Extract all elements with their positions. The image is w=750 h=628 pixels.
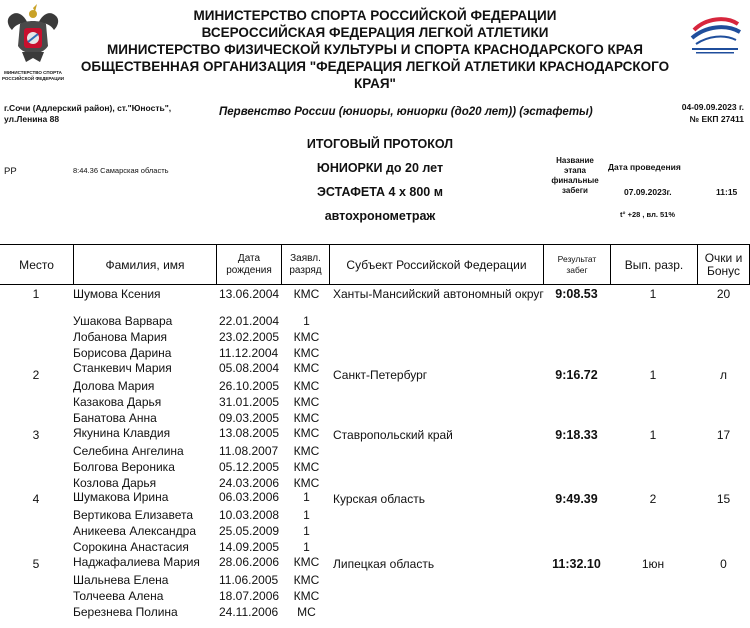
- athlete-rank: КМС: [293, 287, 320, 301]
- team-place: 4: [32, 492, 40, 506]
- th-place: Место: [19, 257, 54, 272]
- athlete-dob: 13.08.2005: [219, 426, 280, 440]
- athlete-dob: 09.03.2005: [219, 411, 280, 425]
- th-points: [697, 245, 750, 285]
- athlete-dob: 25.05.2009: [219, 524, 280, 538]
- athlete-name: Березнева Полина: [73, 605, 178, 619]
- federation-logo-icon: [686, 10, 744, 60]
- stage-value-line-1: финальные: [551, 176, 599, 185]
- athlete-dob: 05.12.2005: [219, 460, 280, 474]
- header-line-regional-ministry: МИНИСТЕРСТВО ФИЗИЧЕСКОЙ КУЛЬТУРЫ И СПОРТА КРАСНОДАРСКОГО КРАЯ: [107, 42, 643, 57]
- team-region: Ханты-Мансийский автономный округ: [333, 287, 544, 301]
- athlete-dob: 18.07.2006: [219, 589, 280, 603]
- athlete-dob: 31.01.2005: [219, 395, 280, 409]
- stage-label-line-2: этапа: [564, 166, 586, 175]
- th-dob: [216, 245, 281, 285]
- athlete-name: Шумова Ксения: [73, 287, 161, 301]
- athlete-name: Сорокина Анастасия: [73, 540, 189, 554]
- athlete-rank: 1: [303, 490, 310, 504]
- athlete-name: Борисова Дарина: [73, 346, 172, 360]
- athlete-name: Аникеева Александра: [73, 524, 197, 538]
- athlete-name: Станкевич Мария: [73, 361, 172, 375]
- athlete-rank: МС: [297, 605, 316, 619]
- stage-block: [540, 156, 610, 196]
- athlete-dob: 05.08.2004: [219, 361, 280, 375]
- header-line-ministry: МИНИСТЕРСТВО СПОРТА РОССИЙСКОЙ ФЕДЕРАЦИИ: [193, 8, 557, 23]
- athlete-dob: 26.10.2005: [219, 379, 280, 393]
- team-qualification: 1: [649, 428, 657, 442]
- team-result: 9:08.53: [555, 287, 598, 301]
- athlete-rank: КМС: [293, 411, 320, 425]
- athlete-rank: КМС: [293, 330, 320, 344]
- athlete-dob: 24.03.2006: [219, 476, 280, 490]
- athlete-dob: 10.03.2008: [219, 508, 280, 522]
- athlete-dob: 06.03.2006: [219, 490, 280, 504]
- venue: [4, 103, 171, 125]
- record-value: 8:44.36 Самарская область: [73, 166, 169, 175]
- weather: t° +28 , вл. 51%: [620, 210, 676, 219]
- athlete-rank: 1: [303, 314, 310, 328]
- team-qualification: 1: [649, 287, 657, 301]
- stage-value-line-2: забеги: [562, 186, 588, 195]
- team-result: 9:49.39: [555, 492, 598, 506]
- athlete-dob: 11.12.2004: [219, 346, 279, 360]
- th-dob-line-2: рождения: [226, 265, 272, 276]
- team-place: 2: [32, 368, 40, 382]
- athlete-name: Лобанова Мария: [73, 330, 168, 344]
- athlete-rank: КМС: [293, 476, 320, 490]
- th-result: [543, 245, 610, 285]
- competition-date: 07.09.2023г.: [624, 187, 672, 197]
- athlete-name: Шумакова Ирина: [73, 490, 169, 504]
- team-result: 11:32.10: [552, 557, 601, 571]
- athlete-name: Болгова Вероника: [73, 460, 175, 474]
- emblem-caption: МИНИСТЕРСТВО СПОРТА РОССИЙСКОЙ ФЕДЕРАЦИИ: [1, 70, 65, 81]
- athlete-rank: КМС: [293, 346, 320, 360]
- th-dob-line-1: Дата: [237, 253, 261, 264]
- th-name: Фамилия, имя: [73, 245, 216, 285]
- athlete-rank: КМС: [293, 379, 320, 393]
- team-region: Санкт-Петербург: [333, 368, 428, 382]
- event-dates: 04-09.09.2023 г.: [681, 102, 744, 112]
- athlete-rank: КМС: [293, 460, 320, 474]
- th-qualification: Вып. разр.: [610, 245, 697, 285]
- team-qualification: 2: [649, 492, 657, 506]
- athlete-rank: КМС: [293, 395, 320, 409]
- team-region: Липецкая область: [333, 557, 435, 571]
- ekp-number: № ЕКП 27411: [689, 114, 744, 124]
- team-result: 9:18.33: [555, 428, 598, 442]
- th-rank-line-1: Заявл.: [290, 253, 321, 264]
- th-rank-line-2: разряд: [289, 265, 322, 276]
- team-qualification: 1юн: [641, 557, 665, 571]
- th-result-line-1: Результат: [557, 254, 597, 264]
- event-dates-block: [682, 101, 744, 125]
- event-name: Первенство России (юниоры, юниорки (до20 лет)) (эстафеты): [219, 106, 593, 118]
- athlete-dob: 22.01.2004: [219, 314, 280, 328]
- athlete-rank: 1: [303, 540, 310, 554]
- header-line-federation: ВСЕРОССИЙСКАЯ ФЕДЕРАЦИЯ ЛЕГКОЙ АТЛЕТИКИ: [201, 25, 549, 40]
- protocol-group: ЮНИОРКИ до 20 лет: [316, 161, 444, 175]
- team-place: 1: [32, 287, 40, 301]
- athlete-dob: 14.09.2005: [219, 540, 280, 554]
- athlete-dob: 11.08.2007: [219, 444, 279, 458]
- protocol-title: ИТОГОВЫЙ ПРОТОКОЛ: [306, 137, 454, 151]
- athlete-dob: 24.11.2006: [219, 605, 279, 619]
- team-region: Ставропольский край: [333, 428, 453, 442]
- team-points: 20: [716, 287, 731, 301]
- team-points: 17: [716, 428, 731, 442]
- team-region: Курская область: [333, 492, 425, 506]
- athlete-dob: 23.02.2005: [219, 330, 280, 344]
- th-result-line-2: забег: [566, 265, 588, 275]
- team-place: 5: [32, 557, 40, 571]
- athlete-dob: 28.06.2006: [219, 555, 280, 569]
- venue-line-2: ул.Ленина 88: [4, 114, 60, 124]
- athlete-name: Наджафалиева Мария: [73, 555, 200, 569]
- th-points-line-2: Бонус: [706, 264, 741, 278]
- team-points: 15: [716, 492, 731, 506]
- athlete-rank: КМС: [293, 361, 320, 375]
- athlete-name: Шальнева Елена: [73, 573, 169, 587]
- competition-time: 11:15: [716, 187, 738, 197]
- record-label: РР: [4, 166, 17, 177]
- team-qualification: 1: [649, 368, 657, 382]
- team-place: 3: [32, 428, 40, 442]
- athlete-name: Толчеева Алена: [73, 589, 164, 603]
- athlete-name: Козлова Дарья: [73, 476, 157, 490]
- th-region: Субъект Российской Федерации: [329, 245, 543, 285]
- athlete-name: Казакова Дарья: [73, 395, 162, 409]
- athlete-name: Ушакова Варвара: [73, 314, 173, 328]
- team-result: 9:16.72: [555, 368, 598, 382]
- athlete-rank: КМС: [293, 589, 320, 603]
- team-points: 0: [720, 557, 727, 571]
- athlete-rank: КМС: [293, 555, 320, 569]
- athlete-rank: КМС: [293, 573, 320, 587]
- athlete-dob: 11.06.2005: [219, 573, 279, 587]
- header-line-regional-federation: ОБЩЕСТВЕННАЯ ОРГАНИЗАЦИЯ "ФЕДЕРАЦИЯ ЛЕГКОЙ АТЛЕТИКИ КРАСНОДАРСКОГО КРАЯ": [80, 59, 670, 91]
- athlete-name: Долова Мария: [73, 379, 155, 393]
- th-rank: [281, 245, 329, 285]
- th-points-line-1: Очки и: [704, 251, 743, 265]
- date-label: Дата проведения: [608, 162, 681, 172]
- athlete-name: Якунина Клавдия: [73, 426, 171, 440]
- athlete-rank: 1: [303, 524, 310, 538]
- venue-line-1: г.Сочи (Адлерский район), ст."Юность",: [4, 103, 172, 113]
- protocol-timing: автохронометраж: [324, 209, 436, 223]
- stage-label-line-1: Название: [556, 156, 594, 165]
- team-points: л: [719, 368, 727, 382]
- athlete-rank: КМС: [293, 426, 320, 440]
- athlete-rank: КМС: [293, 444, 320, 458]
- results-table-header: [0, 244, 750, 285]
- athlete-name: Банатова Анна: [73, 411, 157, 425]
- athlete-rank: 1: [303, 508, 310, 522]
- athlete-name: Вертикова Елизавета: [73, 508, 194, 522]
- athlete-name: Селебина Ангелина: [73, 444, 184, 458]
- protocol-discipline: ЭСТАФЕТА 4 х 800 м: [317, 185, 443, 199]
- athlete-dob: 13.06.2004: [219, 287, 280, 301]
